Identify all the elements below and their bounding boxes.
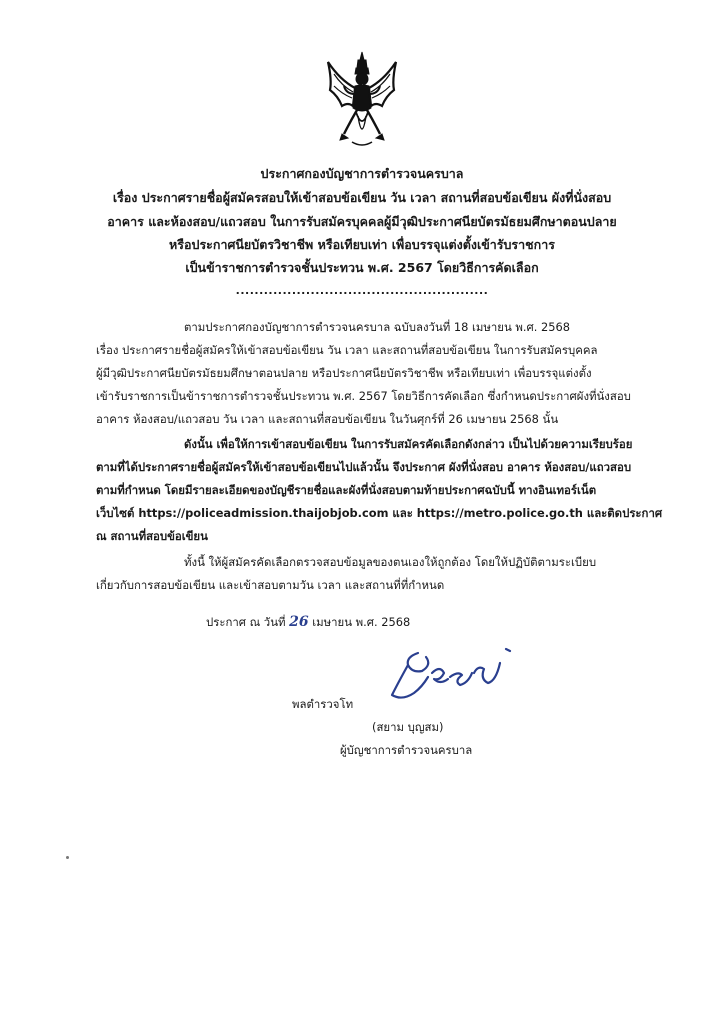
paragraph2-line: เว็บไซต์ https://policeadmission.thaijobjob.com และ https://metro.police.go.th และติดประกาศ [96,506,663,520]
subject-line: เรื่อง ประกาศรายชื่อผู้สมัครสอบให้เข้าสอบข้อเขียน วัน เวลา สถานที่สอบข้อเขียน ผังที่นั่งสอบ [112,190,612,205]
dotted-separator: ...................................................... [235,284,489,297]
signature-icon [388,643,518,705]
document-title: ประกาศกองบัญชาการตำรวจนครบาล [260,166,464,181]
paragraph3-line: เกี่ยวกับการสอบข้อเขียน และเข้าสอบตามวัน เวลา และสถานที่ที่กำหนด [96,578,445,592]
paragraph2-line: ตามที่ได้ประกาศรายชื่อผู้สมัครให้เข้าสอบข้อเขียนไปแล้วนั้น จึงประกาศ ผังที่นั่งสอบ อาคาร ห้องสอบ/แถวสอบ [96,460,632,474]
paragraph1-line: ผู้มีวุฒิประกาศนียบัตรมัธยมศึกษาตอนปลาย หรือประกาศนียบัตรวิชาชีพ หรือเทียบเท่า เพื่อบรรจุแต่งตั้ง [96,366,592,380]
signatory-name: (สยาม บุญสม) [372,720,444,734]
garuda-emblem-icon [322,50,402,150]
stray-mark [66,856,69,859]
subject-line: อาคาร และห้องสอบ/แถวสอบ ในการรับสมัครบุคคลผู้มีวุฒิประกาศนียบัตรมัธยมศึกษาตอนปลาย [107,214,617,229]
paragraph1-line: ตามประกาศกองบัญชาการตำรวจนครบาล ฉบับลงวันที่ 18 เมษายน พ.ศ. 2568 [184,320,570,334]
date-suffix: เมษายน พ.ศ. 2568 [312,615,411,629]
paragraph2-line: ณ สถานที่สอบข้อเขียน [96,529,208,543]
announcement-date [206,611,410,633]
paragraph3-line: ทั้งนี้ ให้ผู้สมัครคัดเลือกตรวจสอบข้อมูลของตนเองให้ถูกต้อง โดยให้ปฏิบัติตามระเบียบ [184,555,597,569]
signatory-rank: พลตำรวจโท [292,697,354,711]
paragraph1-line: เรื่อง ประกาศรายชื่อผู้สมัครให้เข้าสอบข้อเขียน วัน เวลา และสถานที่สอบข้อเขียน ในการรับสมัครบุคคล [96,343,598,357]
signatory-position: ผู้บัญชาการตำรวจนครบาล [340,743,473,757]
paragraph2-line: ตามที่กำหนด โดยมีรายละเอียดของบัญชีรายชื่อและผังที่นั่งสอบตามท้ายประกาศฉบับนี้ ทางอินเทอร์เน็ต [96,483,597,497]
date-prefix: ประกาศ ณ วันที่ [206,615,286,629]
paragraph1-line: อาคาร ห้องสอบ/แถวสอบ วัน เวลา และสถานที่สอบข้อเขียน ในวันศุกร์ที่ 26 เมษายน 2568 นั้น [96,412,559,426]
subject-line: หรือประกาศนียบัตรวิชาชีพ หรือเทียบเท่า เพื่อบรรจุแต่งตั้งเข้ารับราชการ [169,237,555,252]
paragraph2-line: ดังนั้น เพื่อให้การเข้าสอบข้อเขียน ในการรับสมัครคัดเลือกดังกล่าว เป็นไปด้วยความเรียบร้อย [184,437,633,451]
subject-line: เป็นข้าราชการตำรวจชั้นประทวน พ.ศ. 2567 โดยวิธีการคัดเลือก [185,260,539,275]
paragraph1-line: เข้ารับราชการเป็นข้าราชการตำรวจชั้นประทวน พ.ศ. 2567 โดยวิธีการคัดเลือก ซึ่งกำหนดประกาศผังที่นั่งสอบ [96,389,631,403]
date-day-handwritten: 26 [289,614,309,630]
